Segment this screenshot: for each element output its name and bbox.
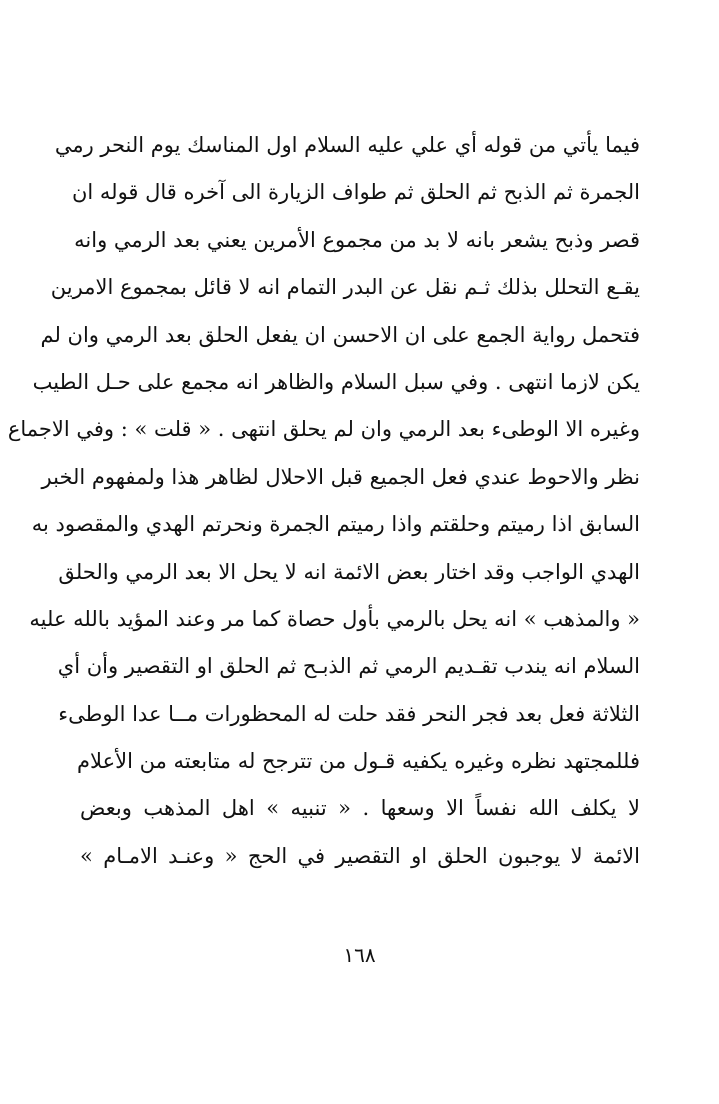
page-number: ١٦٨ (343, 943, 376, 967)
text-line-16: الائمة لا يوجبون الحلق او التقصير في الحج « وعنـد الامـام » (80, 843, 640, 868)
text-line-8: نظر والاحوط عندي فعل الجميع قبل الاحلال لظاهر هذا ولمفهوم الخبر (41, 464, 640, 489)
text-line-13: الثلاثة فعل بعد فجر النحر فقد حلت له المحظورات مــا عدا الوطىء (58, 701, 640, 726)
text-line-15: لا يكلف الله نفساً الا وسعها . « تنبيه » اهل المذهب وبعض (80, 796, 640, 821)
text-line-12: السلام انه يندب تقـديم الرمي ثم الذبـح ثم الحلق او التقصير وأن أي (57, 654, 640, 679)
text-line-7: وغيره الا الوطىء بعد الرمي وان لم يحلق انتهى . « قلت » : وفي الاجماع (7, 417, 640, 442)
text-line-11: « والمذهب » انه يحل بالرمي بأول حصاة كما مر وعند المؤيد بالله عليه (29, 606, 640, 631)
text-line-6: يكن لازما انتهى . وفي سبل السلام والظاهر انه مجمع على حـل الطيب (32, 369, 640, 394)
text-line-9: السابق اذا رميتم وحلقتم واذا رميتم الجمرة ونحرتم الهدي والمقصود به (31, 512, 640, 537)
text-line-1: فيما يأتي من قوله أي علي عليه السلام اول المناسك يوم النحر رمي (54, 133, 640, 157)
text-line-10: الهدي الواجب وقد اختار بعض الائمة انه لا يحل الا بعد الرمي والحلق (58, 559, 640, 584)
body-text (7, 122, 640, 880)
text-line-4: يقـع التحلل بذلك ثـم نقل عن البدر التمام انه لا قائل بمجموع الامرين (50, 275, 640, 300)
text-line-2: الجمرة ثم الذبح ثم الحلق ثم طواف الزيارة الى آخره قال قوله ان (71, 180, 640, 205)
text-line-3: قصر وذبح يشعر بانه لا بد من مجموع الأمرين يعني بعد الرمي وانه (74, 227, 640, 252)
text-line-14: فللمجتهد نظره وغيره يكفيه قـول من تترجح له متابعته من الأعلام (77, 749, 640, 774)
text-line-5: فتحمل رواية الجمع على ان الاحسن ان يفعل الحلق بعد الرمي وان لم (40, 322, 640, 347)
